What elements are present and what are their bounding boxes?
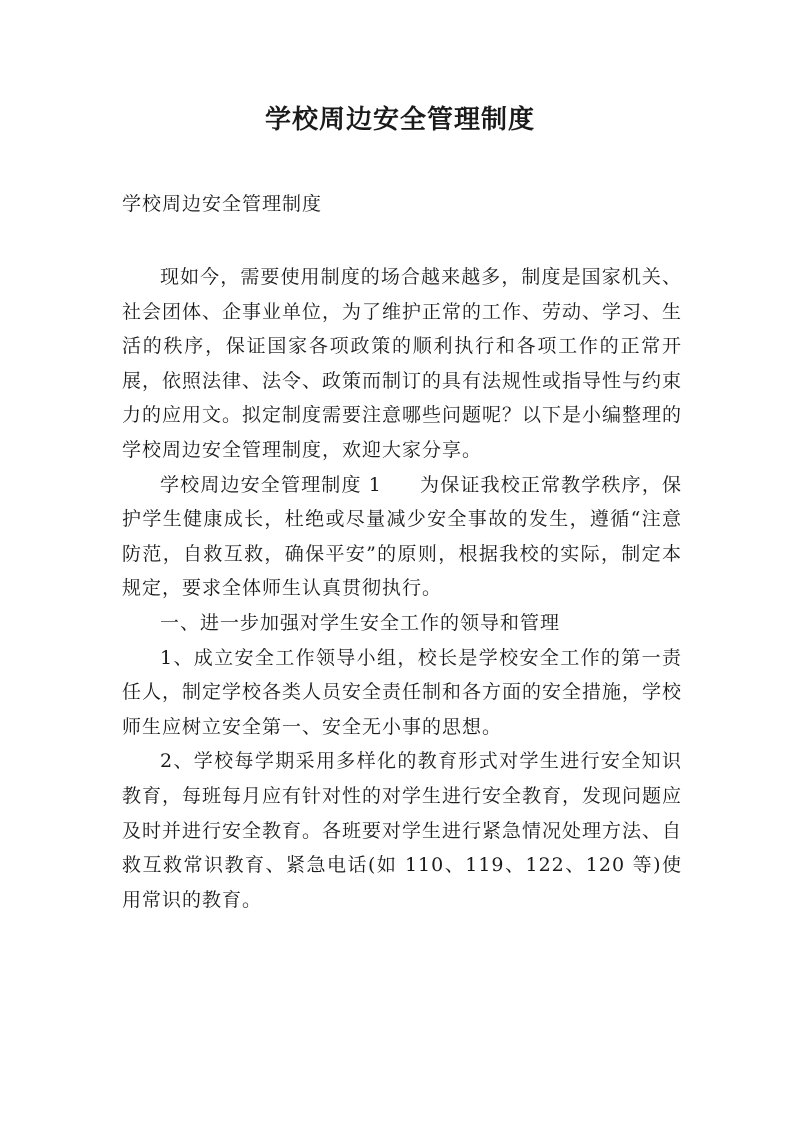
- document-title: 学校周边安全管理制度: [264, 105, 535, 135]
- section-heading: 学校周边安全管理制度 1: [160, 473, 382, 496]
- paragraph-item-2: 2、学校每学期采用多样化的教育形式对学生进行安全知识教育，每班每月应有针对性的对学生进行安全教育，发现问题应及时并进行安全教育。各班要对学生进行紧急情况处理方法、自救互救常识教育、紧急电话(如 110、119、122、120 等)使用常识的教育。: [122, 750, 683, 911]
- document-body: [122, 260, 682, 917]
- document-subtitle: 学校周边安全管理制度: [122, 193, 323, 215]
- paragraph-heading-1: 一、进一步加强对学生安全工作的领导和管理: [160, 611, 561, 634]
- section-body: 为保证我校正常教学秩序，保护学生健康成长，杜绝或尽量减少安全事故的发生，遵循“注意防范，自救互救，确保平安”的原则，根据我校的实际，制定本规定，要求全体师生认真贯彻执行。: [122, 473, 682, 600]
- paragraph-intro: 现如今，需要使用制度的场合越来越多，制度是国家机关、社会团体、企事业单位，为了维护正常的工作、劳动、学习、生活的秩序，保证国家各项政策的顺利执行和各项工作的正常开展，依照法律、法令、政策而制订的具有法规性或指导性与约束力的应用文。拟定制度需要注意哪些问题呢？以下是小编整理的学校周边安全管理制度，欢迎大家分享。: [122, 266, 683, 461]
- paragraph-item-1: 1、成立安全工作领导小组，校长是学校安全工作的第一责任人，制定学校各类人员安全责任制和各方面的安全措施，学校师生应树立安全第一、安全无小事的思想。: [122, 646, 683, 738]
- paragraph-section-1: [122, 468, 682, 606]
